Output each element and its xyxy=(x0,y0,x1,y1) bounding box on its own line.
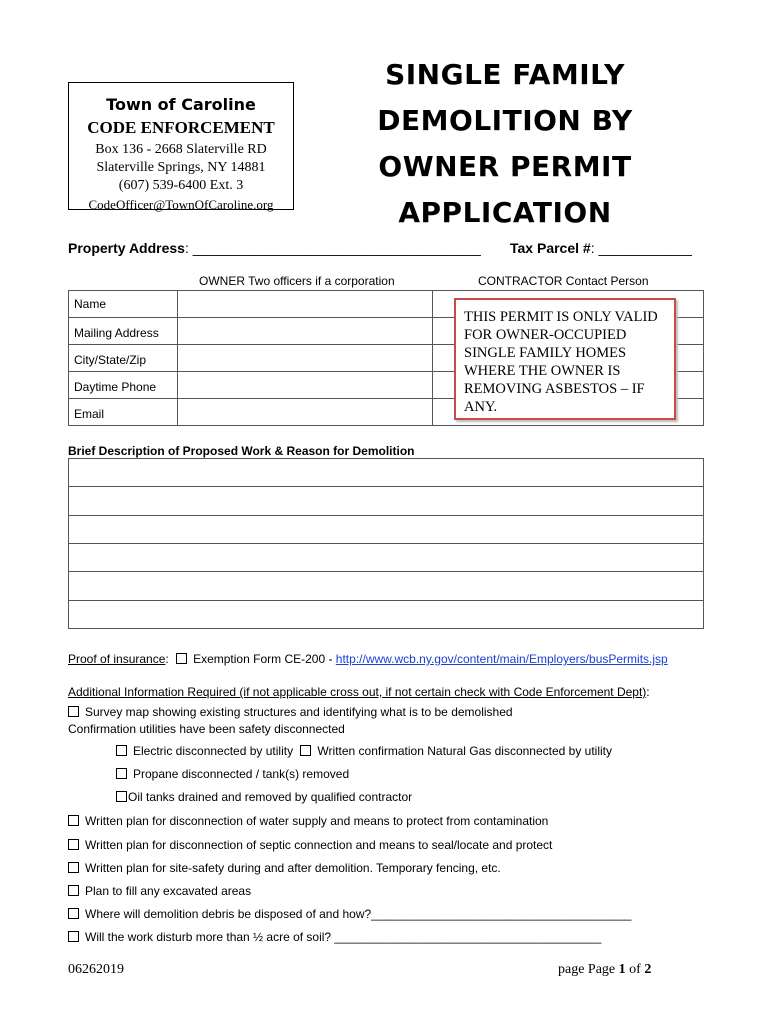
checklist-water xyxy=(68,814,548,828)
checklist-debris xyxy=(68,907,631,921)
page-current: 1 xyxy=(618,962,626,977)
tax-parcel-field[interactable]: : ____________ xyxy=(590,240,692,256)
septic-checkbox[interactable] xyxy=(68,839,79,850)
wcb-link[interactable]: http://www.wcb.ny.gov/content/main/Employers/busPermits.jsp xyxy=(335,652,668,666)
title-line-2: DEMOLITION BY xyxy=(377,104,633,137)
page-total: 2 xyxy=(644,962,652,977)
owner-name-field[interactable] xyxy=(178,291,433,318)
water-checkbox[interactable] xyxy=(68,815,79,826)
gas-text: Written confirmation Natural Gas disconnected by utility xyxy=(317,744,612,758)
property-address-label: Property Address xyxy=(68,240,185,256)
description-line[interactable] xyxy=(69,516,704,544)
checklist-oil xyxy=(116,790,412,804)
checklist-survey xyxy=(68,705,513,719)
row-label-daytime-phone: Daytime Phone xyxy=(74,380,157,394)
septic-text: Written plan for disconnection of septic connection and means to seal/locate and protect xyxy=(85,838,553,852)
confirmation-label: Confirmation utilities have been safety disconnected xyxy=(68,722,345,736)
phone-number: (607) 539-6400 Ext. 3 xyxy=(118,178,244,193)
department-name: CODE ENFORCEMENT xyxy=(87,118,275,137)
address-line-1: Box 136 - 2668 Slaterville RD xyxy=(95,142,267,157)
property-address-field[interactable]: : _____________________________________ xyxy=(184,240,481,256)
title-line-1: SINGLE FAMILY xyxy=(385,58,625,91)
checklist-propane xyxy=(116,767,349,781)
page-title xyxy=(330,52,680,236)
page-of: of xyxy=(625,962,645,977)
debris-checkbox[interactable] xyxy=(68,908,79,919)
electric-text: Electric disconnected by utility xyxy=(133,744,294,758)
email-address: CodeOfficer@TownOfCaroline.org xyxy=(88,197,274,212)
fill-checkbox[interactable] xyxy=(68,885,79,896)
oil-checkbox[interactable] xyxy=(116,791,127,802)
row-label-email: Email xyxy=(74,407,105,421)
property-address-row xyxy=(68,240,481,256)
exemption-checkbox[interactable] xyxy=(176,653,187,664)
additional-info-colon: : xyxy=(646,685,650,699)
owner-email-field[interactable] xyxy=(178,399,433,426)
owner-daytime-phone-field[interactable] xyxy=(178,372,433,399)
owner-mailing-address-field[interactable] xyxy=(178,318,433,345)
address-line-2: Slaterville Springs, NY 14881 xyxy=(96,160,266,175)
soil-checkbox[interactable] xyxy=(68,931,79,942)
title-line-3: OWNER PERMIT xyxy=(378,150,632,183)
owner-city-state-zip-field[interactable] xyxy=(178,345,433,372)
additional-info-heading-row xyxy=(68,685,650,699)
insurance-colon: : xyxy=(165,652,169,666)
row-label-name: Name xyxy=(74,297,107,311)
checklist-electric-gas xyxy=(116,744,612,758)
survey-text: Survey map showing existing structures and identifying what is to be demolished xyxy=(85,705,513,719)
owner-occupied-notice: THIS PERMIT IS ONLY VALID FOR OWNER-OCCUPIED SINGLE FAMILY HOMES WHERE THE OWNER IS REMOVING ASBESTOS – IF ANY. xyxy=(454,298,676,420)
gas-checkbox[interactable] xyxy=(300,745,311,756)
tax-parcel-row xyxy=(510,240,692,256)
site-safety-checkbox[interactable] xyxy=(68,862,79,873)
insurance-label: Proof of insurance xyxy=(68,652,166,666)
soil-text[interactable]: Will the work disturb more than ½ acre of soil? ________________________________________ xyxy=(85,930,602,944)
debris-text[interactable]: Where will demolition debris be disposed of and how?_______________________________________ xyxy=(85,907,632,921)
page-number xyxy=(558,962,651,978)
row-label-mailing-address: Mailing Address xyxy=(74,326,159,340)
checklist-soil xyxy=(68,930,601,944)
form-code: 06262019 xyxy=(68,962,124,977)
description-table xyxy=(68,458,704,629)
propane-checkbox[interactable] xyxy=(116,768,127,779)
propane-text: Propane disconnected / tank(s) removed xyxy=(133,767,350,781)
description-label: Brief Description of Proposed Work & Reason for Demolition xyxy=(68,444,415,458)
oil-text: Oil tanks drained and removed by qualified contractor xyxy=(128,790,413,804)
owner-column-header: OWNER Two officers if a corporation xyxy=(199,274,395,288)
description-line[interactable] xyxy=(69,601,704,629)
checklist-septic xyxy=(68,838,552,852)
contractor-column-header: CONTRACTOR Contact Person xyxy=(478,274,649,288)
title-line-4: APPLICATION xyxy=(398,196,612,229)
checklist-fill xyxy=(68,884,251,898)
exemption-text: Exemption Form CE-200 - xyxy=(193,652,336,666)
fill-text: Plan to fill any excavated areas xyxy=(85,884,252,898)
survey-checkbox[interactable] xyxy=(68,706,79,717)
town-name: Town of Caroline xyxy=(106,95,256,114)
checklist-site-safety xyxy=(68,861,501,875)
water-text: Written plan for disconnection of water supply and means to protect from contamination xyxy=(85,814,549,828)
tax-parcel-label: Tax Parcel # xyxy=(510,240,591,256)
page-prefix: page Page xyxy=(558,962,619,977)
row-label-city-state-zip: City/State/Zip xyxy=(74,353,147,367)
site-safety-text: Written plan for site-safety during and after demolition. Temporary fencing, etc. xyxy=(85,861,501,875)
description-line[interactable] xyxy=(69,459,704,487)
description-line[interactable] xyxy=(69,544,704,572)
description-line[interactable] xyxy=(69,487,704,516)
description-line[interactable] xyxy=(69,572,704,601)
additional-info-heading: Additional Information Required (if not applicable cross out, if not certain check with Code Enforcement Dept) xyxy=(68,685,647,699)
electric-checkbox[interactable] xyxy=(116,745,127,756)
insurance-row xyxy=(68,652,668,666)
town-header-box xyxy=(68,82,294,210)
